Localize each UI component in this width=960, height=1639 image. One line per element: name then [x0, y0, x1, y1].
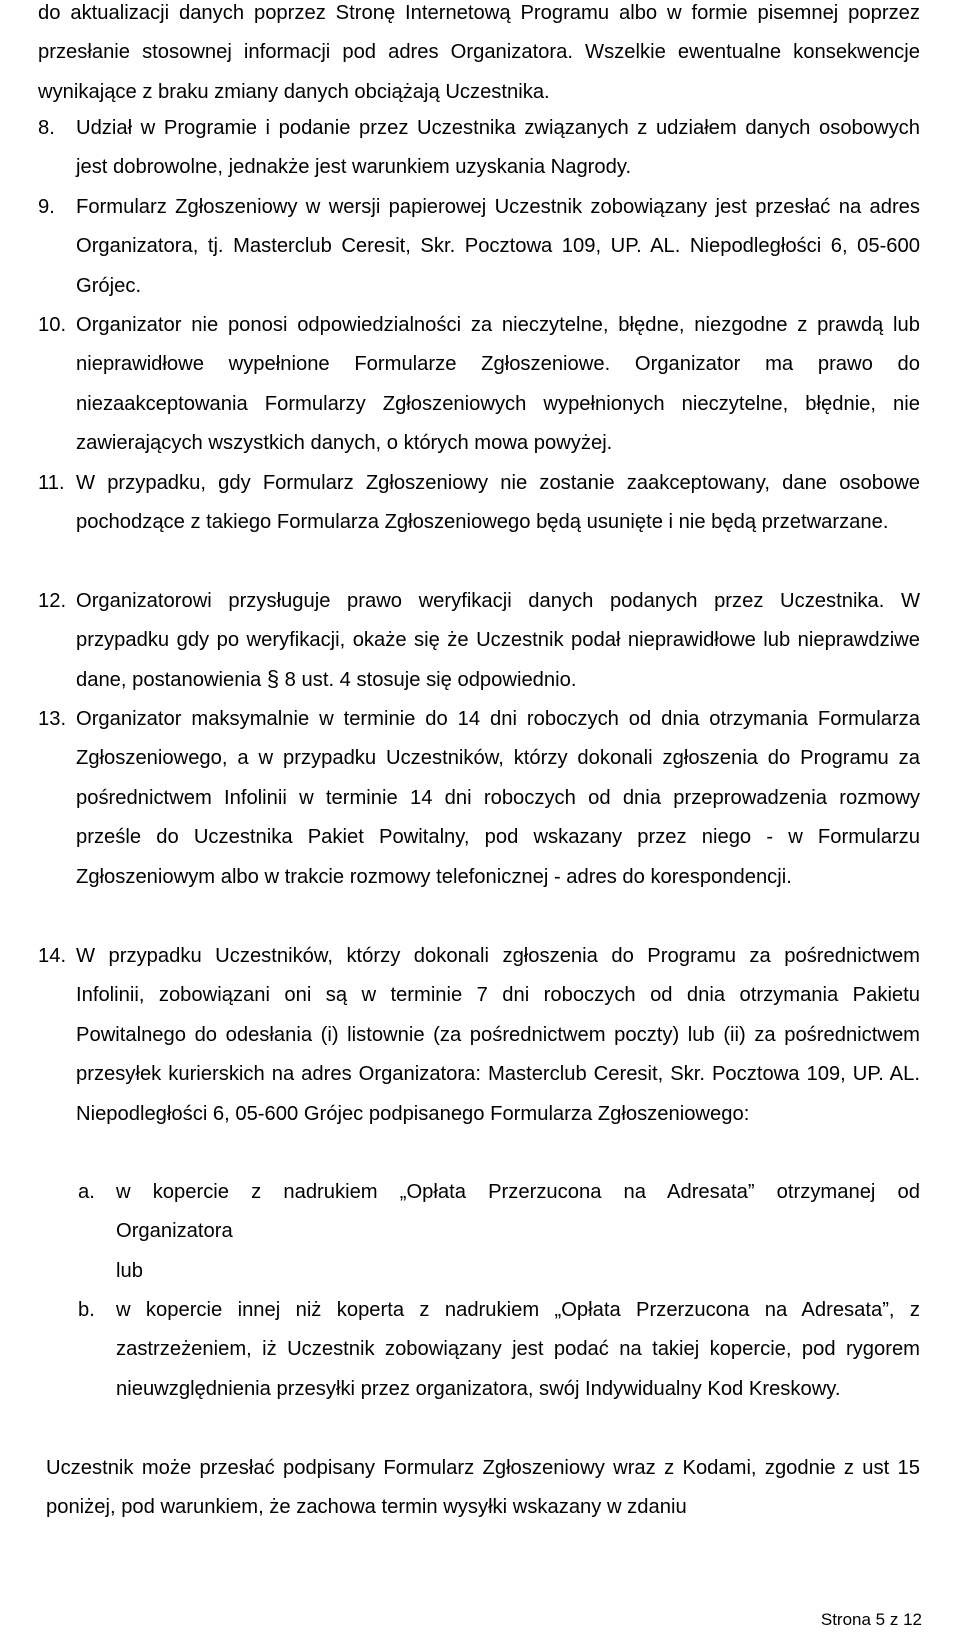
- intro-text: do aktualizacji danych poprzez Stronę Internetową Programu albo w formie pisemnej poprzez przesłanie stosownej informacji pod adres Organizatora. Wszelkie ewentualne konsekwencje wynikające z braku zmiany danych obciążają Uczestnika.: [38, 2, 920, 103]
- subitem-line: w kopercie z nadrukiem „Opłata Przerzucona na Adresata” otrzymanej od: [116, 1181, 920, 1203]
- item-number: 9.: [38, 196, 55, 218]
- list-item-11: [38, 464, 920, 543]
- item-number: 14.: [38, 945, 67, 967]
- list-item-14: [38, 937, 920, 1134]
- list-item-13: [38, 700, 920, 897]
- subitem-line: Organizatora: [116, 1220, 233, 1243]
- page-number: Strona 5 z 12: [820, 1610, 922, 1629]
- subitem-line: lub: [116, 1259, 143, 1282]
- item-text: W przypadku, gdy Formularz Zgłoszeniowy nie zostanie zaakceptowany, dane osobowe pochodzące z takiego Formularza Zgłoszeniowego będą usunięte i nie będą przetwarzane.: [76, 472, 920, 534]
- list-item-8: [38, 109, 920, 188]
- item-text: Organizator nie ponosi odpowiedzialności za nieczytelne, błędne, niezgodne z prawdą lub nieprawidłowe wypełnione Formularze Zgłoszeniowe. Organizator ma prawo do niezaakceptowania Formularzy Zgłoszeniowych wypełnionych nieczytelne, błędnie, nie zawierających wszystkich danych, o których mowa powyżej.: [76, 314, 920, 455]
- item-text: Formularz Zgłoszeniowy w wersji papierowej Uczestnik zobowiązany jest przesłać na adres Organizatora, tj. Masterclub Ceresit, Skr. Pocztowa 109, UP. AL. Niepodległości 6, 05-600 Grójec.: [76, 196, 920, 297]
- item-number: 13.: [38, 708, 67, 730]
- closing-text: Uczestnik może przesłać podpisany Formularz Zgłoszeniowy wraz z Kodami, zgodnie z ust 15 poniżej, pod warunkiem, że zachowa termin wysyłki wskazany w zdaniu: [46, 1457, 920, 1519]
- item-text: W przypadku Uczestników, którzy dokonali zgłoszenia do Programu za pośrednictwem Infolinii, zobowiązani oni są w terminie 7 dni roboczych od dnia otrzymania Pakietu Powitalnego do odesłania (i) listownie (za pośrednictwem poczty) lub (ii) za pośrednictwem przesyłek kurierskich na adres Organizatora: Masterclub Ceresit, Skr. Pocztowa 109, UP. AL. Niepodległości 6, 05-600 Grójec podpisanego Formularza Zgłoszeniowego:: [76, 945, 920, 1125]
- subitem-letter: b.: [78, 1299, 95, 1321]
- section-sign-icon: §: [266, 665, 280, 691]
- list-item-12: [38, 582, 920, 700]
- item-number: 12.: [38, 590, 67, 612]
- item-text: Organizatorowi przysługuje prawo weryfikacji danych podanych przez Uczestnika. W przypadku gdy po weryfikacji, okaże się że Uczestnik podał nieprawidłowe lub nieprawdziwe dane, postanowienia: [76, 590, 920, 691]
- closing-paragraph: [46, 1449, 920, 1528]
- intro-continuation: [38, 0, 920, 112]
- list-item-9: [38, 188, 920, 306]
- item-number: 8.: [38, 117, 55, 139]
- item-text-after: 8 ust. 4 stosuje się odpowiednio.: [284, 668, 577, 691]
- item-number: 11.: [38, 472, 65, 494]
- item-number: 10.: [38, 314, 67, 336]
- list-item-10: [38, 306, 920, 464]
- subitem-b: [78, 1291, 920, 1409]
- subitem-text: w kopercie innej niż koperta z nadrukiem „Opłata Przerzucona na Adresata”, z zastrzeżeniem, iż Uczestnik zobowiązany jest podać na takiej kopercie, pod rygorem nieuwzględnienia przesyłki przez organizatora, swój Indywidualny Kod Kreskowy.: [116, 1299, 920, 1400]
- subitem-a: [78, 1173, 920, 1291]
- item-text: Organizator maksymalnie w terminie do 14 dni roboczych od dnia otrzymania Formularza Zgłoszeniowego, a w przypadku Uczestników, którzy dokonali zgłoszenia do Programu za pośrednictwem Infolinii w terminie 14 dni roboczych od dnia przeprowadzenia rozmowy prześle do Uczestnika Pakiet Powitalny, pod wskazany przez niego - w Formularzu Zgłoszeniowym albo w trakcie rozmowy telefonicznej - adres do korespondencji.: [76, 708, 920, 888]
- item-text: Udział w Programie i podanie przez Uczestnika związanych z udziałem danych osobowych jest dobrowolne, jednakże jest warunkiem uzyskania Nagrody.: [76, 117, 920, 179]
- subitem-letter: a.: [78, 1181, 95, 1203]
